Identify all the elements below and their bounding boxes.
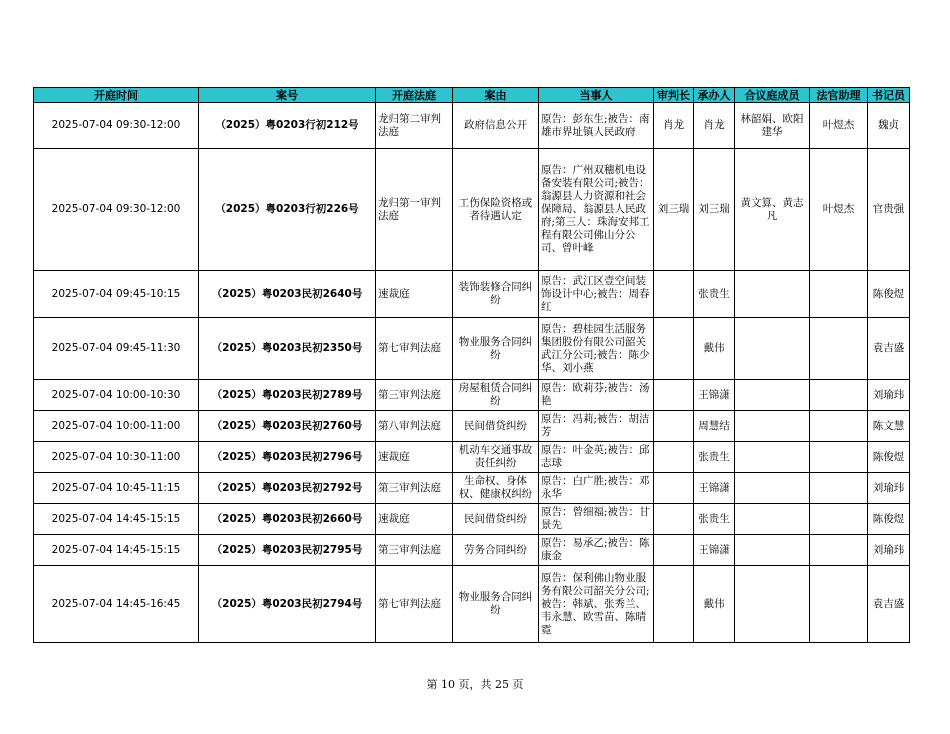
cell-court: 第八审判法庭 <box>376 411 453 442</box>
cell-assistant <box>810 318 868 380</box>
cell-parties: 原告：广州双穗机电设备安装有限公司;被告：翁源县人力资源和社会保障局、翁源县人民政府;第三人：珠海安邦工程有限公司佛山分公司、曾叶峰 <box>539 149 654 271</box>
cell-assistant: 叶煜杰 <box>810 103 868 149</box>
header-court: 开庭法庭 <box>376 88 453 103</box>
table-row <box>34 535 910 566</box>
cell-parties: 原告：武江区壹空间装饰设计中心;被告：周春红 <box>539 271 654 318</box>
cell-clerk: 刘瑜玮 <box>868 535 910 566</box>
cell-presiding <box>654 411 694 442</box>
table-row <box>34 380 910 411</box>
cell-time: 2025-07-04 10:30-11:00 <box>34 442 199 473</box>
cell-assistant <box>810 535 868 566</box>
cell-assistant <box>810 411 868 442</box>
cell-presiding <box>654 380 694 411</box>
cell-panel <box>735 411 810 442</box>
cell-handler: 周慧结 <box>694 411 735 442</box>
table-row <box>34 318 910 380</box>
cell-clerk: 官贵强 <box>868 149 910 271</box>
header-cause: 案由 <box>453 88 539 103</box>
cell-assistant <box>810 271 868 318</box>
cell-cause: 劳务合同纠纷 <box>453 535 539 566</box>
cell-clerk: 袁吉盛 <box>868 566 910 643</box>
header-handler: 承办人 <box>694 88 735 103</box>
cell-cause: 物业服务合同纠纷 <box>453 318 539 380</box>
cell-court: 第七审判法庭 <box>376 566 453 643</box>
cell-time: 2025-07-04 09:45-10:15 <box>34 271 199 318</box>
cell-cause: 机动车交通事故责任纠纷 <box>453 442 539 473</box>
cell-parties: 原告：叶金英;被告：邱志球 <box>539 442 654 473</box>
cell-parties: 原告：保利佛山物业服务有限公司韶关分公司;被告：韩斌、张秀兰、韦永慧、欧雪苗、陈晴霓 <box>539 566 654 643</box>
cell-court: 第三审判法庭 <box>376 473 453 504</box>
cell-clerk: 陈俊煜 <box>868 442 910 473</box>
cell-time: 2025-07-04 14:45-15:15 <box>34 535 199 566</box>
cell-parties: 原告：易承乙;被告：陈康金 <box>539 535 654 566</box>
cell-case-no: （2025）粤0203民初2760号 <box>199 411 376 442</box>
table-row <box>34 504 910 535</box>
cell-time: 2025-07-04 10:00-11:00 <box>34 411 199 442</box>
header-presiding: 审判长 <box>654 88 694 103</box>
cell-case-no: （2025）粤0203民初2794号 <box>199 566 376 643</box>
cell-cause: 政府信息公开 <box>453 103 539 149</box>
table-row <box>34 271 910 318</box>
table-row <box>34 411 910 442</box>
page-footer: 第 10 页，共 25 页 <box>426 678 524 691</box>
cell-assistant: 叶煜杰 <box>810 149 868 271</box>
header-parties: 当事人 <box>539 88 654 103</box>
cell-presiding <box>654 473 694 504</box>
cell-court: 龙归第一审判法庭 <box>376 149 453 271</box>
cell-parties: 原告：冯莉;被告：胡洁芳 <box>539 411 654 442</box>
cell-presiding: 刘三瑞 <box>654 149 694 271</box>
cell-presiding: 肖龙 <box>654 103 694 149</box>
cell-court: 第七审判法庭 <box>376 318 453 380</box>
cell-time: 2025-07-04 09:30-12:00 <box>34 103 199 149</box>
cell-clerk: 陈俊煜 <box>868 271 910 318</box>
cell-court: 速裁庭 <box>376 442 453 473</box>
cell-handler: 刘三瑞 <box>694 149 735 271</box>
cell-case-no: （2025）粤0203民初2660号 <box>199 504 376 535</box>
cell-cause: 民间借贷纠纷 <box>453 504 539 535</box>
header-assistant: 法官助理 <box>810 88 868 103</box>
cell-panel <box>735 504 810 535</box>
cell-handler: 肖龙 <box>694 103 735 149</box>
cell-handler: 王锦潇 <box>694 380 735 411</box>
cell-panel <box>735 535 810 566</box>
cell-handler: 戴伟 <box>694 318 735 380</box>
cell-case-no: （2025）粤0203民初2796号 <box>199 442 376 473</box>
cell-clerk: 袁吉盛 <box>868 318 910 380</box>
cell-cause: 装饰装修合同纠纷 <box>453 271 539 318</box>
cell-time: 2025-07-04 10:45-11:15 <box>34 473 199 504</box>
cell-presiding <box>654 535 694 566</box>
cell-assistant <box>810 566 868 643</box>
cell-handler: 王锦潇 <box>694 535 735 566</box>
cell-time: 2025-07-04 14:45-16:45 <box>34 566 199 643</box>
cell-time: 2025-07-04 10:00-10:30 <box>34 380 199 411</box>
cell-parties: 原告：曾细福;被告：甘景先 <box>539 504 654 535</box>
cell-time: 2025-07-04 09:30-12:00 <box>34 149 199 271</box>
cell-parties: 原告：白广胜;被告：邓永华 <box>539 473 654 504</box>
cell-panel <box>735 473 810 504</box>
cell-clerk: 魏贞 <box>868 103 910 149</box>
header-row <box>34 88 910 103</box>
table-row <box>34 149 910 271</box>
cell-panel <box>735 318 810 380</box>
cell-case-no: （2025）粤0203行初226号 <box>199 149 376 271</box>
cell-parties: 原告：彭东生;被告：南雄市界址镇人民政府 <box>539 103 654 149</box>
cell-panel: 黄文算、黄志凡 <box>735 149 810 271</box>
cell-case-no: （2025）粤0203民初2350号 <box>199 318 376 380</box>
cell-cause: 民间借贷纠纷 <box>453 411 539 442</box>
cell-handler: 张贵生 <box>694 271 735 318</box>
cell-clerk: 陈文慧 <box>868 411 910 442</box>
cell-court: 速裁庭 <box>376 504 453 535</box>
cell-assistant <box>810 473 868 504</box>
cell-case-no: （2025）粤0203民初2792号 <box>199 473 376 504</box>
cell-parties: 原告：欧莉芬;被告：汤艳 <box>539 380 654 411</box>
cell-handler: 张贵生 <box>694 442 735 473</box>
cell-time: 2025-07-04 14:45-15:15 <box>34 504 199 535</box>
cell-panel <box>735 566 810 643</box>
cell-assistant <box>810 380 868 411</box>
cell-cause: 生命权、身体权、健康权纠纷 <box>453 473 539 504</box>
cell-assistant <box>810 504 868 535</box>
hearing-schedule-table <box>33 87 910 643</box>
cell-clerk: 刘瑜玮 <box>868 380 910 411</box>
cell-panel <box>735 380 810 411</box>
cell-court: 第三审判法庭 <box>376 535 453 566</box>
cell-handler: 戴伟 <box>694 566 735 643</box>
cell-presiding <box>654 566 694 643</box>
cell-court: 速裁庭 <box>376 271 453 318</box>
cell-case-no: （2025）粤0203民初2789号 <box>199 380 376 411</box>
cell-presiding <box>654 271 694 318</box>
header-panel: 合议庭成员 <box>735 88 810 103</box>
cell-case-no: （2025）粤0203行初212号 <box>199 103 376 149</box>
cell-panel: 林韶娟、欧阳建华 <box>735 103 810 149</box>
cell-handler: 王锦潇 <box>694 473 735 504</box>
cell-cause: 房屋租赁合同纠纷 <box>453 380 539 411</box>
cell-clerk: 陈俊煜 <box>868 504 910 535</box>
cell-panel <box>735 442 810 473</box>
table-row <box>34 473 910 504</box>
cell-handler: 张贵生 <box>694 504 735 535</box>
cell-cause: 工伤保险资格或者待遇认定 <box>453 149 539 271</box>
cell-panel <box>735 271 810 318</box>
cell-case-no: （2025）粤0203民初2795号 <box>199 535 376 566</box>
cell-clerk: 刘瑜玮 <box>868 473 910 504</box>
table-row <box>34 566 910 643</box>
cell-time: 2025-07-04 09:45-11:30 <box>34 318 199 380</box>
header-time: 开庭时间 <box>34 88 199 103</box>
cell-presiding <box>654 318 694 380</box>
cell-cause: 物业服务合同纠纷 <box>453 566 539 643</box>
cell-court: 第三审判法庭 <box>376 380 453 411</box>
cell-case-no: （2025）粤0203民初2640号 <box>199 271 376 318</box>
cell-presiding <box>654 504 694 535</box>
cell-presiding <box>654 442 694 473</box>
header-clerk: 书记员 <box>868 88 910 103</box>
header-case-no: 案号 <box>199 88 376 103</box>
table-row <box>34 442 910 473</box>
cell-parties: 原告：碧桂园生活服务集团股份有限公司韶关武江分公司;被告：陈少华、刘小燕 <box>539 318 654 380</box>
cell-assistant <box>810 442 868 473</box>
cell-court: 龙归第二审判法庭 <box>376 103 453 149</box>
table-row <box>34 103 910 149</box>
